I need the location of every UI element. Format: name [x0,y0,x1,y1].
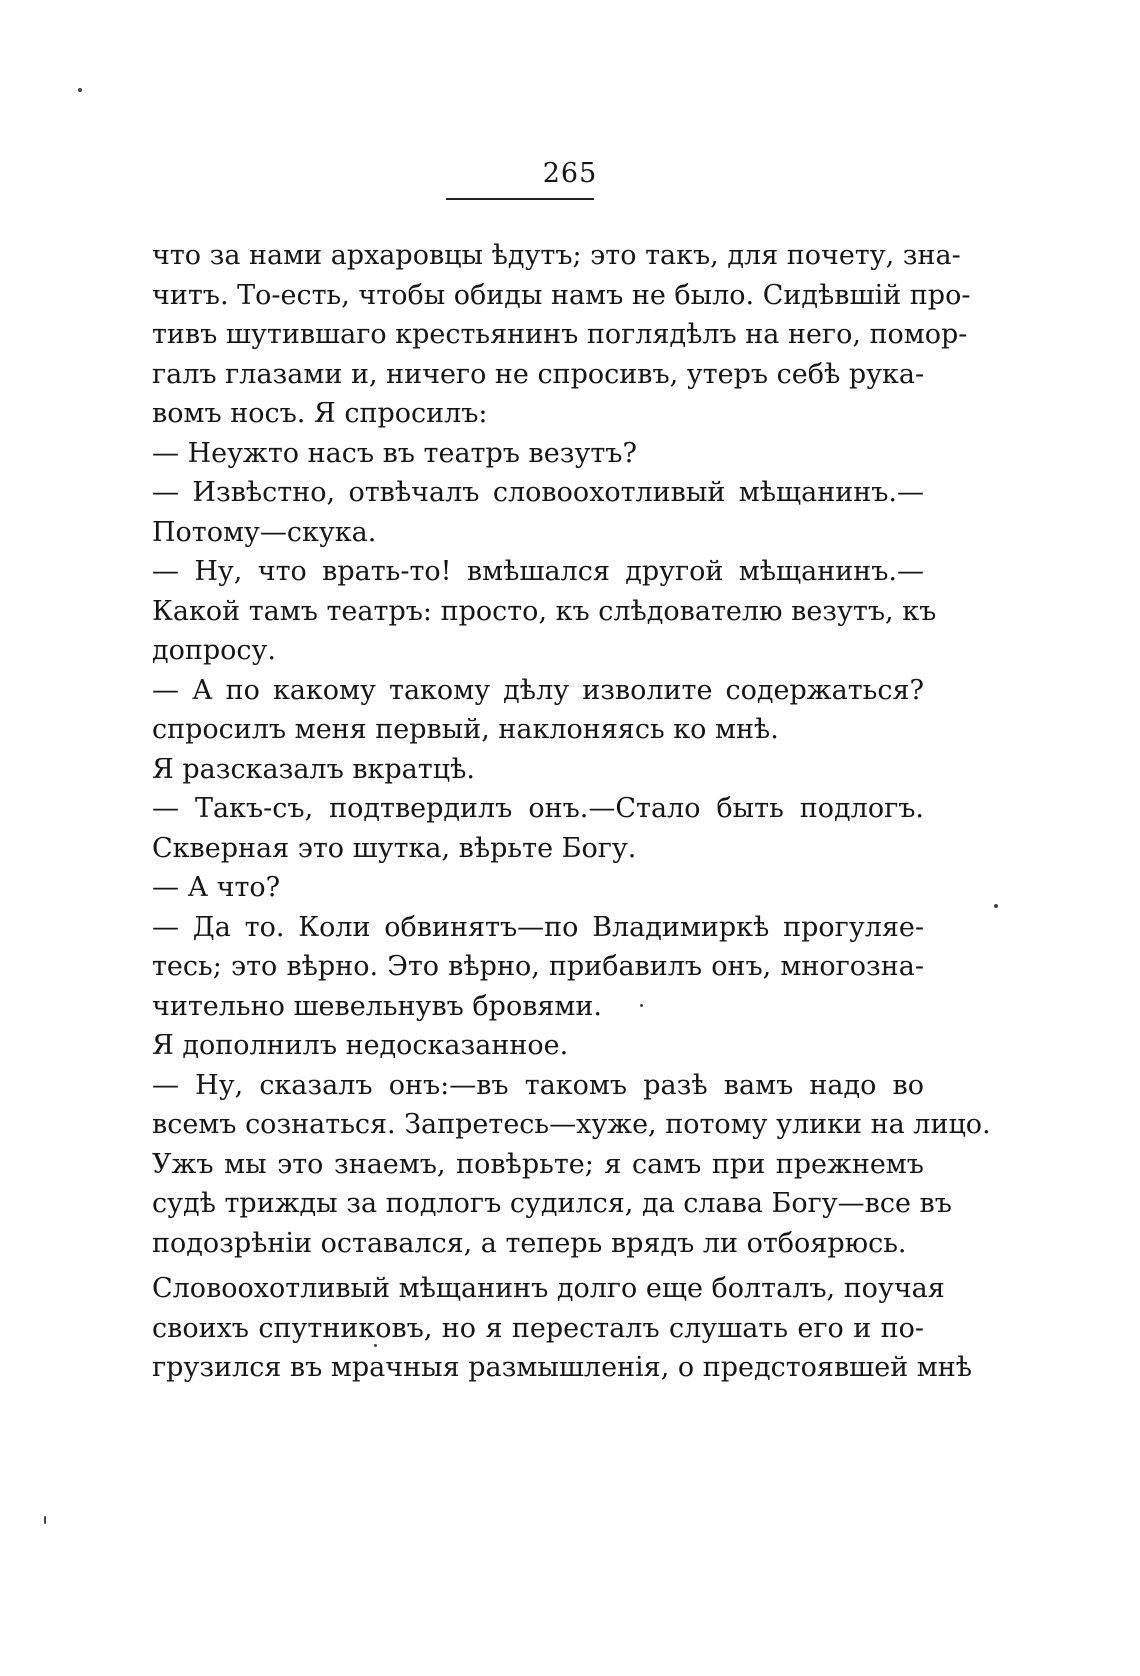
text-line: Скверная это шутка, вѣрьте Богу. [152,832,637,864]
text-line: всемъ сознаться. Запретесь—хуже, потому улики на лицо. [152,1109,991,1140]
text-line: своихъ спутниковъ, но я пересталъ слушать его и по- [152,1312,924,1344]
text-line: Словоохотливый мѣщанинъ долго еще болталъ, поучая [152,1273,945,1304]
text-line: — А что? [152,872,281,903]
text-line: что за нами архаровцы ѣдутъ; это такъ, для почету, зна- [152,240,961,271]
text-line: допросу. [152,635,277,666]
page-number: 265 [542,158,598,189]
text-line: вомъ носъ. Я спросилъ: [152,398,488,429]
text-line: галъ глазами и, ничего не спросивъ, утеръ себѣ рука- [152,358,925,390]
text-line: чительно шевельнувъ бровями. [152,990,603,1022]
text-line: спросилъ меня первый, наклоняясь ко мнѣ. [152,714,779,745]
paper-speck [44,1516,46,1524]
text-line: Ужъ мы это знаемъ, повѣрьте; я самъ при прежнемъ [152,1148,924,1180]
paper-speck [374,1344,377,1347]
text-line: Я разсказалъ вкратцѣ. [152,753,475,785]
text-line: — Ну, что врать-то! вмѣшался другой мѣщанинъ.— [152,556,924,587]
text-line: судѣ трижды за подлогъ судился, да слава Богу—все въ [152,1188,952,1219]
paper-speck [78,88,82,92]
text-line: — Да то. Коли обвинятъ—по Владимиркѣ прогуляе- [152,911,924,943]
text-line: — Такъ-съ, подтвердилъ онъ.—Стало быть подлогъ. [152,793,924,824]
text-line: — Ну, сказалъ онъ:—въ такомъ разѣ вамъ надо во [152,1069,924,1101]
text-line: тивъ шутившаго крестьянинъ поглядѣлъ на него, помор- [152,319,968,350]
text-line: — А по какому такому дѣлу изволите содержаться? [152,674,924,706]
text-line: Потому—скука. [152,516,377,548]
paper-speck [640,1004,643,1007]
text-line: тесь; это вѣрно. Это вѣрно, прибавилъ онъ, многозна- [152,951,924,982]
text-line: подозрѣніи оставался, а теперь врядъ ли отбоярюсь. [152,1227,907,1259]
text-line: — Неужто насъ въ театръ везутъ? [152,437,637,469]
paper-speck [994,904,998,908]
text-line: читъ. То-есть, чтобы обиды намъ не было. Сидѣвшій про- [152,279,971,311]
text-line: грузился въ мрачныя размышленія, о предстоявшей мнѣ [152,1352,973,1383]
text-line: Какой тамъ театръ: просто, къ слѣдователю везутъ, къ [152,595,937,627]
body-text [152,236,991,1388]
header-rule [446,198,594,200]
text-line: — Извѣстно, отвѣчалъ словоохотливый мѣщанинъ.— [152,477,924,508]
text-line: Я дополнилъ недосказанное. [152,1030,569,1061]
